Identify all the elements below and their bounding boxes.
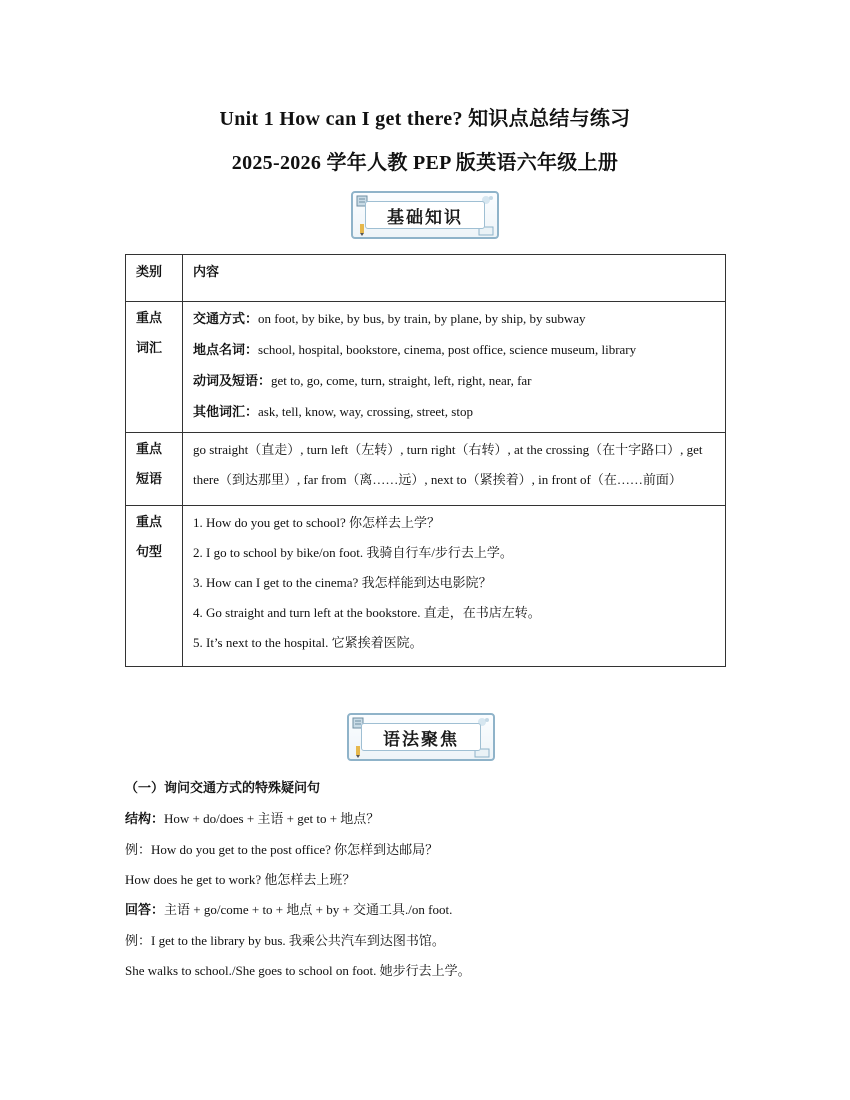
basic-knowledge-badge: [351, 191, 499, 239]
vocab-cell: [183, 302, 726, 433]
table-header-row: [126, 255, 726, 302]
sentence-item: 3. How can I get to the cinema? 我怎样能到达电影院？: [193, 575, 492, 590]
grammar-section: [125, 774, 745, 986]
grammar-focus-badge: [347, 713, 495, 761]
row-category: 重点词汇: [126, 302, 183, 433]
section-heading: （一）询问交通方式的特殊疑问句: [125, 781, 321, 796]
vocab-line: 地点名词：school, hospital, bookstore, cinema, post office, science museum, library: [193, 342, 637, 358]
phrases-text: go straight（直走）, turn left（左转）, turn right（右转）, at the crossing（在十字路口）, get there（到达那里）, far from（离……远）, next to（紧挨着）, in front of（在……前面）: [193, 442, 703, 487]
sentence-item: 4. Go straight and turn left at the bookstore. 直走，在书店左转。: [193, 605, 541, 620]
page-title: Unit 1 How can I get there? 知识点总结与练习: [219, 108, 631, 130]
table-row: [126, 433, 726, 506]
page-subtitle: 2025-2026 学年人教 PEP 版英语六年级上册: [231, 152, 619, 174]
example-line: 例：I get to the library by bus. 我乘公共汽车到达图书馆。: [125, 933, 445, 948]
example-line: She walks to school./She goes to school on foot. 她步行去上学。: [125, 963, 471, 978]
example-line: 例：How do you get to the post office? 你怎样到达邮局？: [125, 842, 439, 857]
sentence-item: 5. It’s next to the hospital. 它紧挨着医院。: [193, 635, 423, 650]
header-content: 内容: [183, 255, 726, 302]
badge-label: 语法聚焦: [361, 723, 481, 751]
knowledge-table: [125, 254, 726, 667]
vocab-line: 交通方式：on foot, by bike, by bus, by train, by plane, by ship, by subway: [193, 311, 586, 327]
table-row: [126, 302, 726, 433]
badge-label: 基础知识: [365, 201, 485, 229]
vocab-line: 动词及短语：get to, go, come, turn, straight, left, right, near, far: [193, 373, 532, 389]
row-category: 重点短语: [126, 433, 183, 506]
row-category: 重点句型: [126, 506, 183, 667]
example-line: How does he get to work? 他怎样去上班？: [125, 872, 356, 887]
header-category: 类别: [126, 255, 183, 302]
phrases-cell: [183, 433, 726, 506]
table-row: [126, 506, 726, 667]
sentence-item: 2. I go to school by bike/on foot. 我骑自行车/步行去上学。: [193, 545, 513, 560]
structure-line: 结构：How + do/does + 主语 + get to + 地点？: [125, 811, 380, 827]
answer-line: 回答：主语 + go/come + to + 地点 + by + 交通工具./on foot.: [125, 902, 453, 918]
sentence-item: 1. How do you get to school? 你怎样去上学？: [193, 515, 440, 530]
vocab-line: 其他词汇：ask, tell, know, way, crossing, street, stop: [193, 404, 473, 420]
sentences-cell: [183, 506, 726, 667]
